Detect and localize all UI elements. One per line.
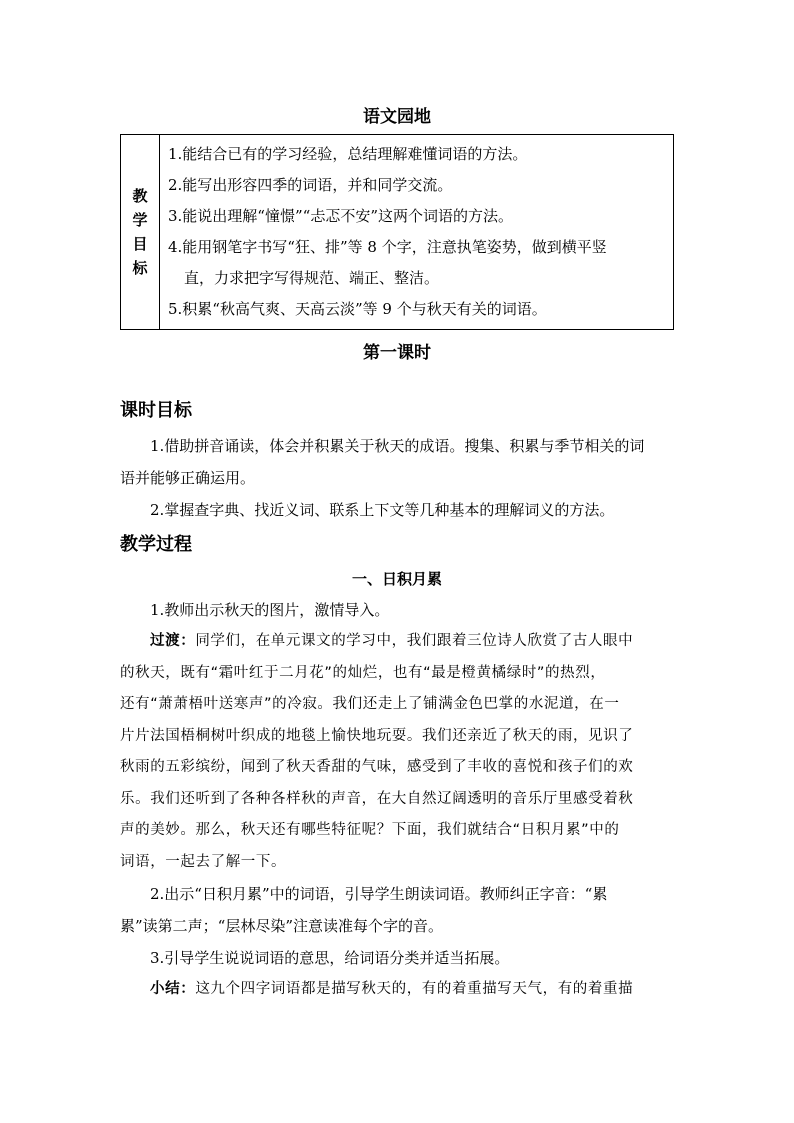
step-2-line: 2.出示“日积月累”中的词语，引导学生朗读词语。教师纠正字音：“累 [150, 885, 608, 903]
transition-line: 声的美妙。那么，秋天还有哪些特征呢？下面，我们就结合“日积月累”中的 [120, 822, 620, 838]
summary-text: 这九个四字词语都是描写秋天的，有的着重描写天气，有的着重描 [195, 981, 634, 997]
goal-item: 5.积累“秋高气爽、天高云淡”等 9 个与秋天有关的词语。 [168, 300, 547, 318]
transition-line: 词语，一起去了解一下。 [120, 853, 287, 870]
goal-item: 2.能写出形容四季的词语，并和同学交流。 [168, 176, 453, 194]
step-2-line: 累”读第二声；“层林尽染”注意读准每个字的音。 [120, 917, 444, 935]
goal-item: 3.能说出理解“憧憬”“忐忑不安”这两个词语的方法。 [168, 207, 513, 225]
summary-paragraph [120, 974, 674, 1006]
transition-line: 的秋天，既有“霜叶红于二月花”的灿烂，也有“最是橙黄橘绿时”的热烈， [120, 664, 606, 681]
summary-label: 小结： [150, 981, 196, 997]
goal-item: 1.能结合已有的学习经验，总结理解难懂词语的方法。 [168, 145, 528, 163]
transition-line: 还有“萧萧梧叶送寒声”的冷寂。我们还走上了铺满金色巴掌的水泥道，在一 [120, 696, 620, 712]
lesson-title: 第一课时 [363, 343, 431, 363]
transition-label: 过渡： [150, 633, 196, 649]
goals-label-cell [121, 135, 160, 330]
transition-line: 同学们，在单元课文的学习中，我们跟着三位诗人欣赏了古人眼中 [195, 633, 634, 649]
teaching-goals-table [120, 134, 674, 330]
goals-label-char: 教 [132, 187, 148, 205]
goal-item: 4.能用钢笔字书写“狂、排”等 8 个字，注意执笔姿势，做到横平竖 [168, 238, 607, 256]
goal-item-continuation: 直，力求把字写得规范、端正、整洁。 [184, 269, 440, 287]
goals-label-char: 目 [132, 235, 148, 253]
transition-line: 秋雨的五彩缤纷，闻到了秋天香甜的气味，感受到了丰收的喜悦和孩子们的欢 [120, 759, 634, 775]
document-body [120, 100, 674, 1006]
document-title: 语文园地 [363, 107, 431, 127]
goals-label-char: 标 [132, 259, 148, 277]
section-1-title: 一、日积月累 [351, 570, 442, 588]
objective-line: 1.借助拼音诵读，体会并积累关于秋天的成语。搜集、积累与季节相关的词 [150, 437, 645, 455]
step-1: 1.教师出示秋天的图片，激情导入。 [150, 601, 390, 619]
goals-label-char: 学 [132, 211, 148, 229]
objective-line: 2.掌握查字典、找近义词、联系上下文等几种基本的理解词义的方法。 [150, 501, 615, 519]
step-3: 3.引导学生说说词语的意思，给词语分类并适当拓展。 [150, 949, 510, 967]
transition-paragraph [120, 626, 674, 878]
transition-line: 乐。我们还听到了各种各样秋的声音，在大自然辽阔透明的音乐厅里感受着秋 [120, 790, 634, 807]
objective-line: 语并能够正确运用。 [120, 469, 256, 487]
goals-items-cell [160, 135, 674, 330]
process-heading: 教学过程 [120, 534, 192, 555]
objectives-heading: 课时目标 [120, 400, 192, 421]
transition-line: 片片法国梧桐树叶织成的地毯上愉快地玩耍。我们还亲近了秋天的雨，见识了 [120, 727, 634, 744]
